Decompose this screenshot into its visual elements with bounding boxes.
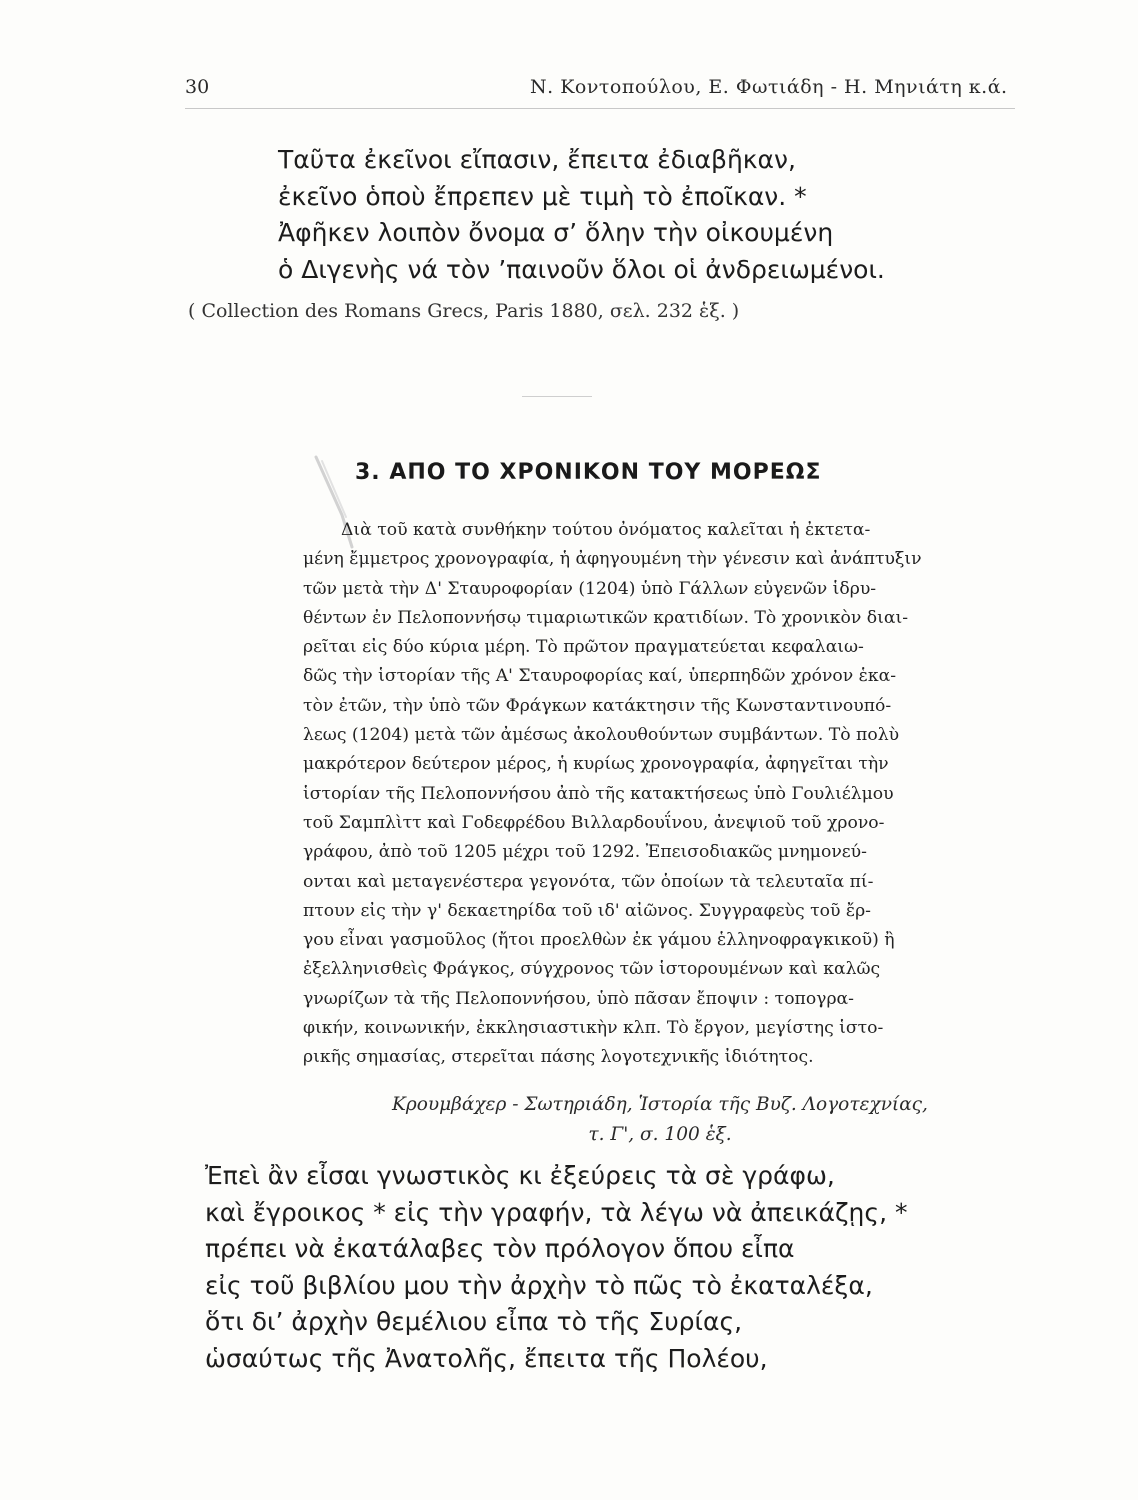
- verse-line: Ταῦτα ἐκεῖνοι εἴπασιν, ἔπειτα ἐδιαβῆκαν,: [278, 145, 796, 174]
- prose-line: μένη ἔμμετρος χρονογραφία, ἡ ἀφηγουμένη τὴν γένεσιν καὶ ἀνάπτυξιν: [303, 549, 922, 570]
- verse-line: Ἀφῆκεν λοιπὸν ὄνομα σ’ ὅλην τὴν οἰκουμένη: [278, 218, 834, 247]
- running-head: Ν. Κοντοπούλου, Ε. Φωτιάδη - Η. Μηνιάτη κ.ά.: [530, 76, 1008, 98]
- verse-line: πρέπει νὰ ἐκατάλαβες τὸν πρόλογον ὅπου εἶπα: [205, 1234, 795, 1263]
- prose-line: μακρότερον δεύτερον μέρος, ἡ κυρίως χρονογραφία, ἀφηγεῖται τὴν: [303, 754, 889, 775]
- prose-line: τῶν μετὰ τὴν Δ' Σταυροφορίαν (1204) ὑπὸ Γάλλων εὐγενῶν ἱδρυ-: [303, 578, 877, 599]
- prose-paragraph: [303, 516, 1018, 1073]
- prose-line: θέντων ἐν Πελοποννήσῳ τιμαριωτικῶν κρατιδίων. Τὸ χρονικὸν διαι-: [303, 607, 909, 628]
- attribution-line: τ. Γ', σ. 100 ἑξ.: [588, 1124, 732, 1145]
- prose-line: λεως (1204) μετὰ τῶν ἀμέσως ἀκολουθούντων συμβάντων. Τὸ πολὺ: [303, 725, 900, 746]
- prose-line: ἱστορίαν τῆς Πελοποννήσου ἀπὸ τῆς κατακτήσεως ὑπὸ Γουλιέλμου: [303, 783, 894, 804]
- prose-line: φικήν, κοινωνικήν, ἐκκλησιαστικὴν κλπ. Τὸ ἔργον, μεγίστης ἱστο-: [303, 1018, 884, 1039]
- prose-line: ονται καὶ μεταγενέστερα γεγονότα, τῶν ὁποίων τὰ τελευταῖα πί-: [303, 871, 874, 892]
- section-separator: [522, 396, 592, 397]
- citation: ( Collection des Romans Grecs, Paris 1880, σελ. 232 ἑξ. ): [188, 300, 740, 322]
- verse-block-bottom: [205, 1158, 907, 1377]
- verse-line: ὁ Διγενὴς νά τὸν ’παινοῦν ὅλοι οἱ ἀνδρειωμένοι.: [278, 254, 885, 284]
- verse-line: καὶ ἔγροικος * εἰς τὴν γραφήν, τὰ λέγω νὰ ἀπεικάζῃς, *: [205, 1197, 908, 1227]
- attribution-line: Κρουμβάχερ - Σωτηριάδη, Ἱστορία τῆς Βυζ. Λογοτεχνίας,: [392, 1094, 928, 1115]
- prose-line: Διὰ τοῦ κατὰ συνθήκην τούτου ὀνόματος καλεῖται ἡ ἐκτετα-: [341, 520, 871, 540]
- prose-line: ρεῖται εἰς δύο κύρια μέρη. Τὸ πρῶτον πραγματεύεται κεφαλαιω-: [303, 637, 864, 658]
- verse-line: ἐκεῖνο ὁποὺ ἔπρεπεν μὲ τιμὴ τὸ ἐποῖκαν. *: [278, 181, 807, 211]
- prose-line: τὸν ἐτῶν, τὴν ὑπὸ τῶν Φράγκων κατάκτησιν τῆς Κωνσταντινουπό-: [303, 695, 892, 716]
- prose-line: ρικῆς σημασίας, στερεῖται πάσης λογοτεχνικῆς ἰδιότητος.: [303, 1047, 814, 1068]
- prose-line: τοῦ Σαμπλὶττ καὶ Γοδεφρέδου Βιλλαρδουΐνου, ἀνεψιοῦ τοῦ χρονο-: [303, 812, 885, 833]
- prose-line: γράφου, ἀπὸ τοῦ 1205 μέχρι τοῦ 1292. Ἐπεισοδιακῶς μνημονεύ-: [303, 842, 867, 863]
- prose-line: δῶς τὴν ἱστορίαν τῆς Α' Σταυροφορίας καί, ὑπερπηδῶν χρόνον ἑκα-: [303, 666, 897, 687]
- attribution: [300, 1090, 1020, 1150]
- prose-line: γνωρίζων τὰ τῆς Πελοποννήσου, ὑπὸ πᾶσαν ἔποψιν : τοπογρα-: [303, 988, 854, 1009]
- verse-line: ὅτι δι’ ἀρχὴν θεμέλιου εἶπα τὸ τῆς Συρίας,: [205, 1307, 743, 1336]
- verse-line: Ἐπεὶ ἂν εἶσαι γνωστικὸς κι ἐξεύρεις τὰ σὲ γράφω,: [205, 1161, 835, 1190]
- verse-block-top: [278, 142, 885, 288]
- prose-line: πτουν εἰς τὴν γ' δεκαετηρίδα τοῦ ιδ' αἰῶνος. Συγγραφεὺς τοῦ ἔρ-: [303, 900, 871, 921]
- prose-line: ἐξελληνισθεὶς Φράγκος, σύγχρονος τῶν ἱστορουμένων καὶ καλῶς: [303, 959, 881, 980]
- page-number: 30: [185, 76, 210, 98]
- verse-line: εἰς τοῦ βιβλίου μου τὴν ἀρχὴν τὸ πῶς τὸ ἐκαταλέξα,: [205, 1270, 873, 1300]
- section-title: 3. ΑΠΟ ΤΟ ΧΡΟΝΙΚΟΝ ΤΟΥ ΜΟΡΕΩΣ: [355, 460, 822, 485]
- prose-line: γου εἶναι γασμοῦλος (ἤτοι προελθὼν ἐκ γάμου ἑλληνοφραγκικοῦ) ἢ: [303, 930, 895, 951]
- verse-line: ὡσαύτως τῆς Ἀνατολῆς, ἔπειτα τῆς Πολέου,: [205, 1343, 768, 1373]
- header-rule: [185, 108, 1015, 109]
